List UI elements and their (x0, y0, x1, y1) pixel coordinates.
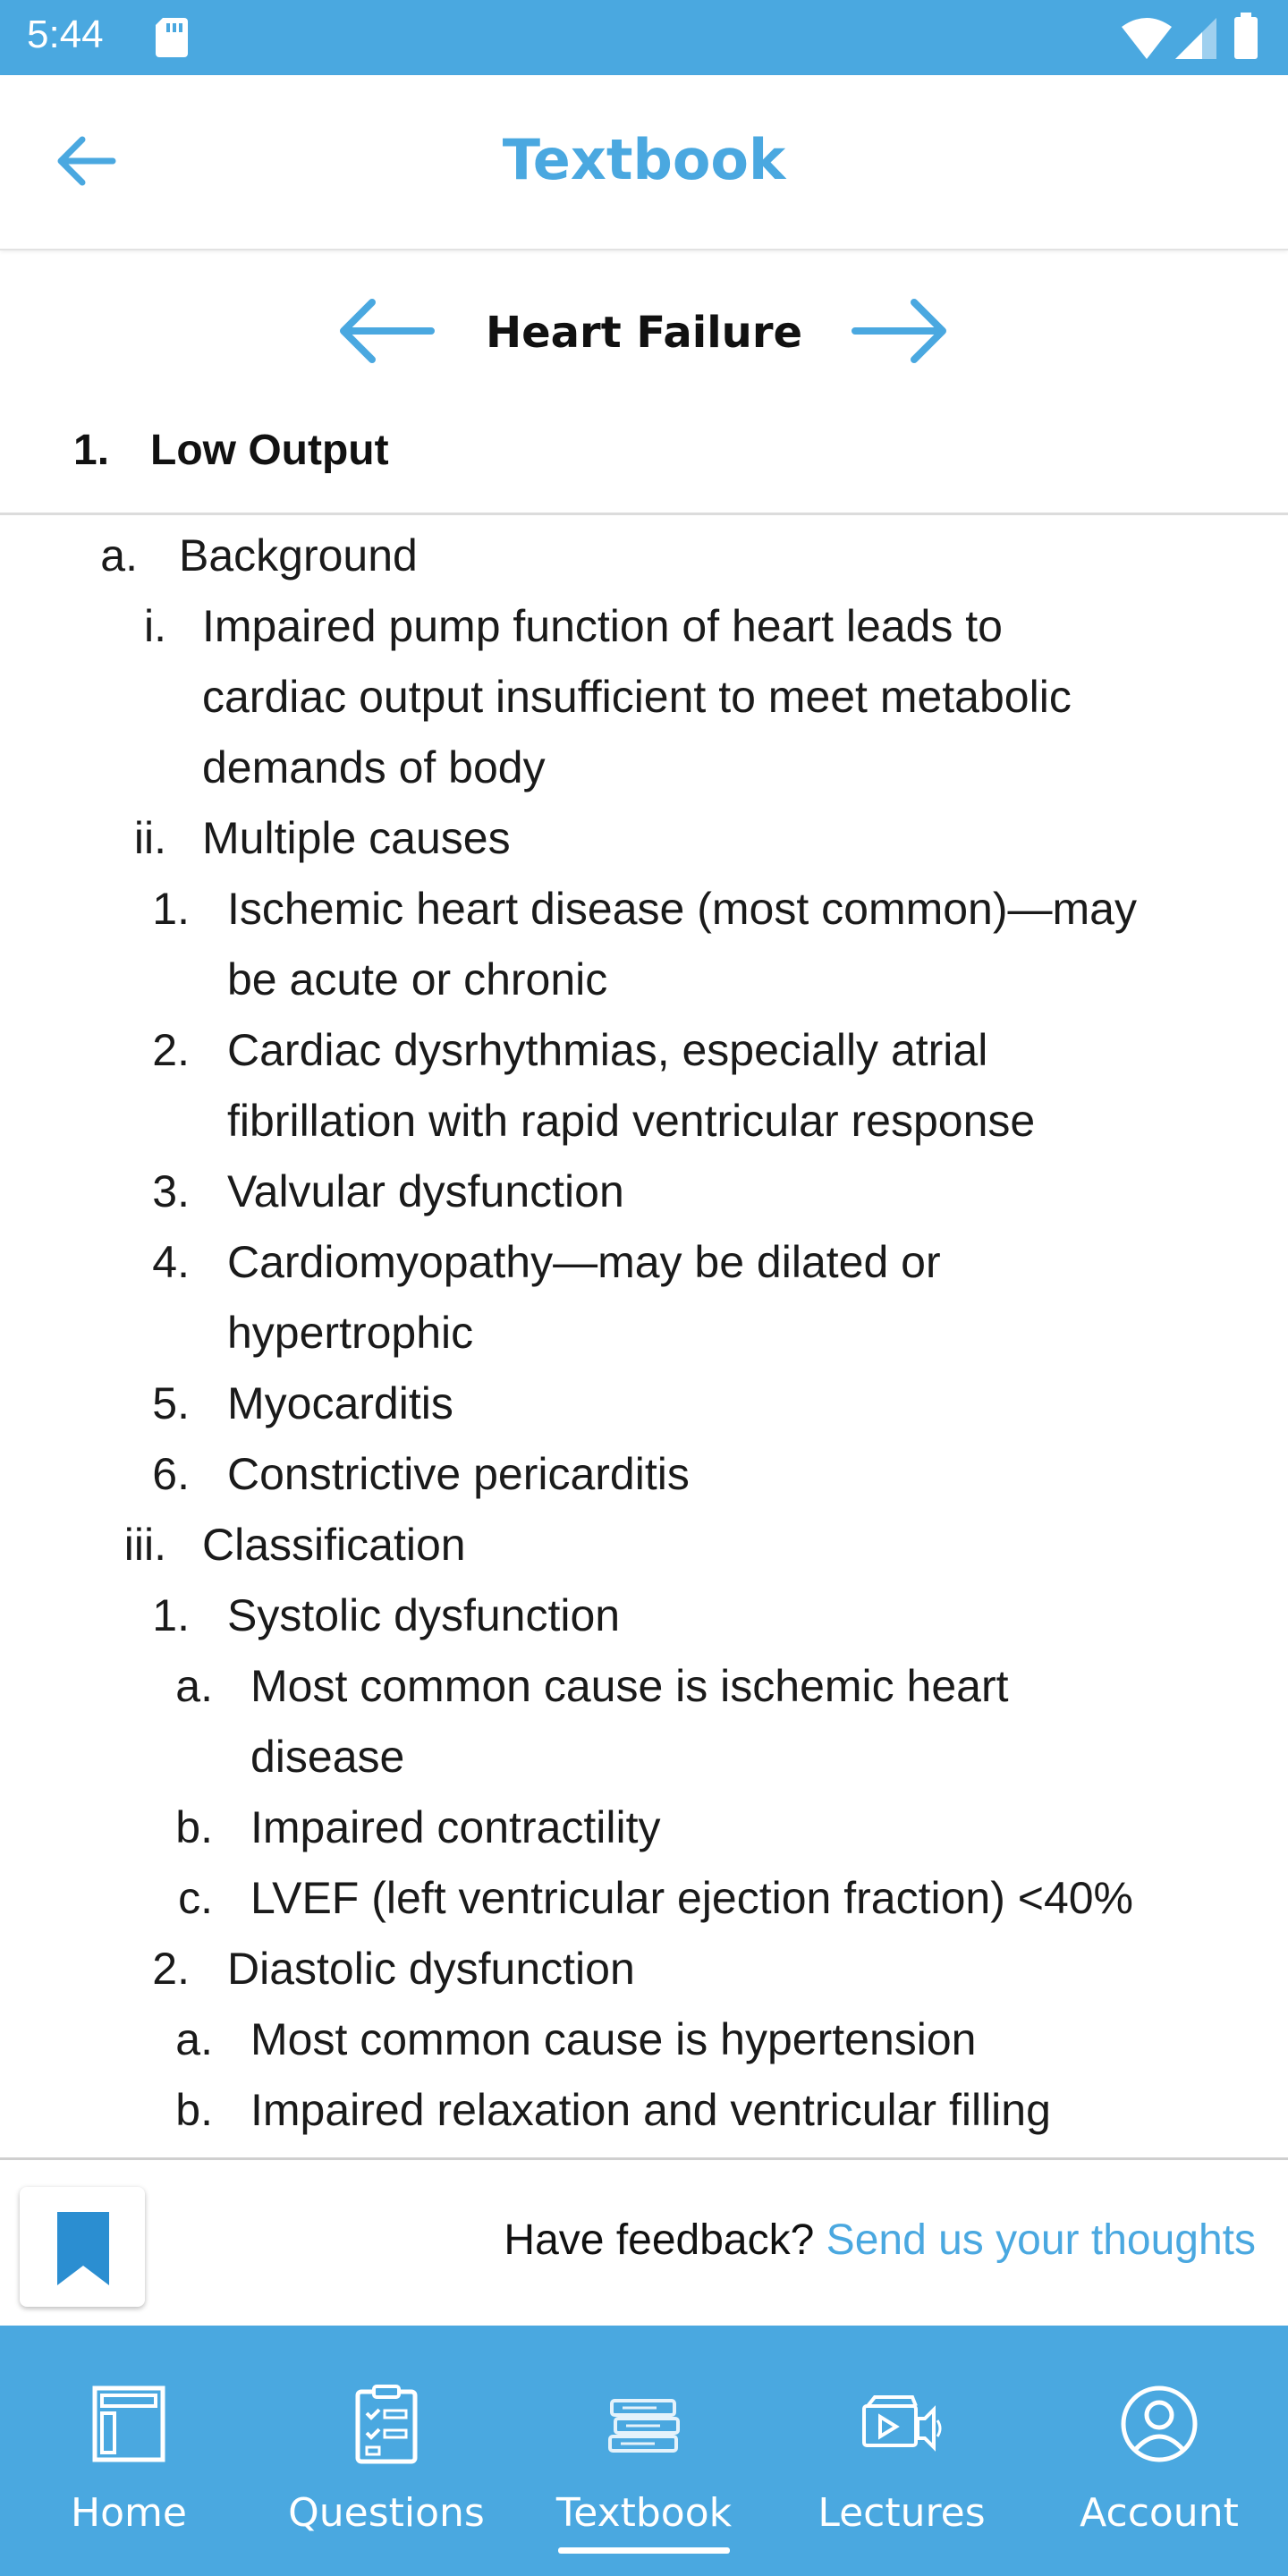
outline-text: Most common cause is hypertension (250, 2014, 977, 2064)
outline-item (0, 1157, 1288, 1227)
chapter-nav (0, 252, 1288, 402)
outline-text: be acute or chronic (227, 954, 608, 1004)
outline-text: Constrictive pericarditis (227, 1449, 690, 1499)
nav-home[interactable] (0, 2326, 258, 2576)
outline-text: Background (179, 530, 418, 580)
outline-item (0, 1510, 1288, 1580)
outline-item (0, 1792, 1288, 1863)
outline-item (0, 1298, 1288, 1368)
outline-item (0, 521, 1288, 591)
outline-text: fibrillation with rapid ventricular response (227, 1096, 1036, 1146)
sd-card-icon (156, 18, 188, 57)
outline-marker: a. (175, 1661, 213, 1711)
section-title: Low Output (150, 427, 389, 474)
outline-marker: 2. (152, 1025, 190, 1075)
outline-item (0, 1015, 1288, 1086)
outline-item (0, 1863, 1288, 1934)
feedback-text (504, 2216, 1256, 2265)
nav-label: Home (71, 2490, 187, 2536)
outline-text: Systolic dysfunction (227, 1590, 621, 1640)
outline-text: LVEF (left ventricular ejection fraction) <40% (250, 1873, 1134, 1923)
outline-marker: c. (178, 1873, 213, 1923)
outline-text: Most common cause is ischemic heart (250, 1661, 1009, 1711)
cell-signal-icon (1175, 18, 1216, 59)
outline-item (0, 2004, 1288, 2075)
bookmark-icon (57, 2212, 109, 2285)
section-heading (0, 402, 1288, 515)
outline-item (0, 1227, 1288, 1298)
outline-marker: 4. (152, 1237, 190, 1287)
outline-item (0, 591, 1288, 662)
outline-text: Cardiomyopathy—may be dilated or (227, 1237, 941, 1287)
outline-item (0, 1368, 1288, 1439)
textbook-content[interactable] (0, 515, 1288, 2157)
nav-label: Account (1080, 2490, 1239, 2536)
outline-text: hypertrophic (227, 1308, 474, 1358)
app-header (0, 75, 1288, 250)
outline-item (0, 945, 1288, 1015)
nav-lectures[interactable] (773, 2326, 1030, 2576)
nav-textbook[interactable] (515, 2326, 773, 2576)
outline-item (0, 1580, 1288, 1651)
outline-item (0, 733, 1288, 803)
outline-marker: 5. (152, 1378, 190, 1428)
outline-text: Cardiac dysrhythmias, especially atrial (227, 1025, 988, 1075)
outline-item (0, 662, 1288, 733)
outline-text: cardiac output insufficient to meet metabolic (202, 672, 1072, 722)
outline-marker: b. (175, 1802, 213, 1852)
lectures-icon (860, 2383, 943, 2465)
nav-label: Lectures (818, 2490, 986, 2536)
status-bar (0, 0, 1288, 75)
next-chapter-arrow-icon[interactable] (852, 297, 950, 365)
outline-text: Valvular dysfunction (227, 1166, 624, 1216)
outline-text: demands of body (202, 742, 546, 792)
nav-label: Questions (288, 2490, 485, 2536)
outline-item (0, 1439, 1288, 1510)
outline-marker: ii. (133, 813, 166, 863)
feedback-bar (0, 2157, 1288, 2326)
account-icon (1118, 2383, 1200, 2465)
outline-item (0, 1722, 1288, 1792)
outline-marker: a. (100, 530, 138, 580)
outline-text: disease (250, 1732, 405, 1782)
textbook-icon (603, 2383, 685, 2465)
outline-marker: 3. (152, 1166, 190, 1216)
wifi-icon (1122, 18, 1172, 59)
outline-text: Impaired contractility (250, 1802, 661, 1852)
active-tab-indicator (558, 2547, 730, 2554)
battery-icon (1234, 13, 1258, 59)
chapter-title: Heart Failure (485, 308, 803, 358)
bottom-nav (0, 2326, 1288, 2576)
outline-item (0, 874, 1288, 945)
home-icon (88, 2383, 170, 2465)
nav-label: Textbook (555, 2490, 733, 2536)
outline-marker: 1. (152, 1590, 190, 1640)
send-feedback-link[interactable]: Send us your thoughts (826, 2216, 1256, 2264)
outline-marker: 2. (152, 1944, 190, 1994)
status-time: 5:44 (27, 13, 104, 56)
outline-text: Multiple causes (202, 813, 511, 863)
outline-text: Ischemic heart disease (most common)—may (227, 884, 1137, 934)
feedback-prompt: Have feedback? (504, 2216, 815, 2264)
outline-item (0, 1086, 1288, 1157)
questions-icon (345, 2383, 428, 2465)
outline-text: Impaired relaxation and ventricular filling (250, 2085, 1051, 2135)
outline-text: Myocarditis (227, 1378, 453, 1428)
outline-marker: i. (144, 601, 166, 651)
outline-item (0, 803, 1288, 874)
outline-marker: b. (175, 2085, 213, 2135)
bookmark-button[interactable] (20, 2187, 145, 2307)
outline-item (0, 2075, 1288, 2146)
outline-marker: 6. (152, 1449, 190, 1499)
page-title: Textbook (502, 127, 786, 192)
outline-text: Diastolic dysfunction (227, 1944, 635, 1994)
section-number: 1. (73, 427, 110, 474)
outline-text: Impaired pump function of heart leads to (202, 601, 1003, 651)
outline-marker: iii. (123, 1520, 166, 1570)
nav-account[interactable] (1030, 2326, 1288, 2576)
outline-item (0, 1934, 1288, 2004)
outline-text: Classification (202, 1520, 466, 1570)
outline-item (0, 1651, 1288, 1722)
nav-questions[interactable] (258, 2326, 515, 2576)
outline-marker: 1. (152, 884, 190, 934)
outline-marker: a. (175, 2014, 213, 2064)
